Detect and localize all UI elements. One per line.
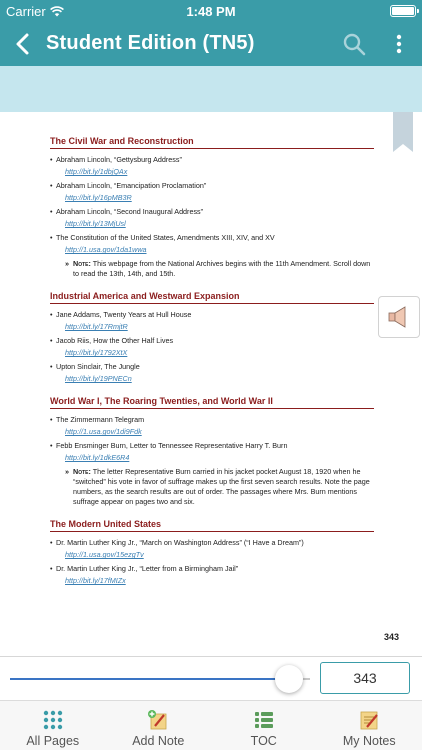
item-text: Jane Addams, Twenty Years at Hull House	[56, 310, 192, 319]
slider-thumb[interactable]	[275, 665, 303, 693]
clock: 1:48 PM	[186, 4, 236, 19]
section-heading: The Civil War and Reconstruction	[50, 136, 374, 149]
resource-link[interactable]: http://bit.ly/1dkE6R4	[65, 453, 130, 462]
list-item: • Jane Addams, Twenty Years at Hull House http://bit.ly/17RmjtR	[50, 310, 374, 332]
tab-all-pages[interactable]	[0, 701, 106, 750]
bookmark-icon[interactable]	[393, 112, 413, 152]
item-text: Abraham Lincoln, “Emancipation Proclamation”	[56, 181, 207, 190]
list-item: • Abraham Lincoln, “Second Inaugural Address” http://bit.ly/13MjUsl	[50, 207, 374, 229]
status-bar	[0, 0, 422, 22]
speaker-icon	[387, 306, 411, 328]
list-item: • The Constitution of the United States, Amendments XIII, XIV, and XV http://1.usa.gov/1da1wwa	[50, 233, 374, 255]
resource-link[interactable]: http://1.usa.gov/1da1wwa	[65, 245, 147, 254]
list-item: • The Zimmermann Telegram http://1.usa.gov/1di9Fdk	[50, 415, 374, 437]
list-icon	[253, 709, 275, 731]
section-civil-war	[50, 136, 374, 279]
resource-link[interactable]: http://bit.ly/13MjUsl	[65, 219, 126, 228]
search-icon[interactable]	[342, 32, 366, 56]
add-note-icon	[147, 709, 169, 731]
battery-icon	[390, 5, 416, 17]
list-item: • Dr. Martin Luther King Jr., “March on Washington Address” (“I Have a Dream”) http://1.usa.gov/15ezgTv	[50, 538, 374, 560]
resource-link[interactable]: http://bit.ly/17fMIZx	[65, 576, 126, 585]
list-item: • Febb Ensminger Burn, Letter to Tennessee Representative Harry T. Burn http://bit.ly/1dkE6R4	[50, 441, 374, 463]
item-text: Abraham Lincoln, “Second Inaugural Address”	[56, 207, 204, 216]
resource-link[interactable]: http://bit.ly/1792XtX	[65, 348, 128, 357]
item-text: The Constitution of the United States, Amendments XIII, XIV, and XV	[56, 233, 275, 242]
page-number-input[interactable]: 343	[320, 662, 410, 694]
resource-link[interactable]: http://bit.ly/16pMB3R	[65, 193, 132, 202]
tab-toc[interactable]	[211, 701, 317, 750]
navigation-bar	[0, 22, 422, 66]
resource-link[interactable]: http://1.usa.gov/1di9Fdk	[65, 427, 142, 436]
note: » Note: The letter Representative Burn carried in his jacket pocket August 18, 1920 when he “switched” his vote in favor of suffrage makes up the first seven search results. Note the page numbers, as the search results are out of order. The passages where Mrs. Burn mentions suffrage appear on pages two and six.	[65, 467, 370, 506]
item-text: Dr. Martin Luther King Jr., “Letter from a Birmingham Jail”	[56, 564, 239, 573]
item-text: Upton Sinclair, The Jungle	[56, 362, 140, 371]
toolbar-strip	[0, 66, 422, 112]
item-text: Jacob Riis, How the Other Half Lives	[56, 336, 174, 345]
resource-link[interactable]: http://1.usa.gov/15ezgTv	[65, 550, 144, 559]
section-heading: Industrial America and Westward Expansion	[50, 291, 374, 304]
notes-icon	[358, 709, 380, 731]
section-heading: The Modern United States	[50, 519, 374, 532]
list-item: • Dr. Martin Luther King Jr., “Letter from a Birmingham Jail” http://bit.ly/17fMIZx	[50, 564, 374, 586]
list-item: • Abraham Lincoln, “Gettysburg Address” http://bit.ly/1dbjQAx	[50, 155, 374, 177]
page-number: 343	[384, 632, 400, 642]
carrier-label: Carrier	[6, 4, 46, 19]
tab-my-notes[interactable]	[317, 701, 422, 750]
book-page[interactable]	[0, 112, 422, 656]
section-world-war	[50, 396, 374, 507]
tab-label: TOC	[250, 734, 277, 748]
section-heading: World War I, The Roaring Twenties, and World War II	[50, 396, 374, 409]
grid-icon	[42, 709, 64, 731]
section-industrial-america	[50, 291, 374, 384]
note-text: The letter Representative Burn carried in his jacket pocket August 18, 1920 when he “switched” his vote in favor of suffrage makes up the first seven search results. Note the page numbers, as the search results are out of order. The passages where Mrs. Burn mentions suffrage appear on pages two and six.	[73, 467, 370, 506]
item-text: Febb Ensminger Burn, Letter to Tennessee Representative Harry T. Burn	[56, 441, 288, 450]
page-slider-bar	[0, 656, 422, 700]
item-text: The Zimmermann Telegram	[56, 415, 145, 424]
list-item: • Jacob Riis, How the Other Half Lives http://bit.ly/1792XtX	[50, 336, 374, 358]
resource-link[interactable]: http://bit.ly/1dbjQAx	[65, 167, 128, 176]
item-text: Dr. Martin Luther King Jr., “March on Washington Address” (“I Have a Dream”)	[56, 538, 304, 547]
tab-bar	[0, 700, 422, 750]
section-modern-us	[50, 519, 374, 586]
note-text: This webpage from the National Archives begins with the 11th Amendment. Scroll down to read the 13th, 14th, and 15th.	[73, 259, 371, 278]
tab-label: My Notes	[342, 734, 396, 748]
note: » Note: This webpage from the National Archives begins with the 11th Amendment. Scroll down to read the 13th, 14th, and 15th.	[65, 259, 371, 278]
resource-link[interactable]: http://bit.ly/19PNECn	[65, 374, 132, 383]
tab-label: Add Note	[132, 734, 185, 748]
page-title: Student Edition (TN5)	[46, 32, 255, 54]
note-label: Note:	[73, 259, 91, 268]
list-item: • Abraham Lincoln, “Emancipation Proclamation” http://bit.ly/16pMB3R	[50, 181, 374, 203]
resource-link[interactable]: http://bit.ly/17RmjtR	[65, 322, 128, 331]
tab-add-note[interactable]	[106, 701, 212, 750]
tab-label: All Pages	[26, 734, 80, 748]
slider-fill	[10, 678, 289, 680]
page-content	[50, 136, 374, 598]
note-label: Note:	[73, 467, 91, 476]
chevron-left-icon[interactable]	[10, 30, 38, 58]
item-text: Abraham Lincoln, “Gettysburg Address”	[56, 155, 182, 164]
audio-button[interactable]	[378, 296, 420, 338]
list-item: • Upton Sinclair, The Jungle http://bit.ly/19PNECn	[50, 362, 374, 384]
more-vertical-icon[interactable]	[390, 32, 408, 56]
